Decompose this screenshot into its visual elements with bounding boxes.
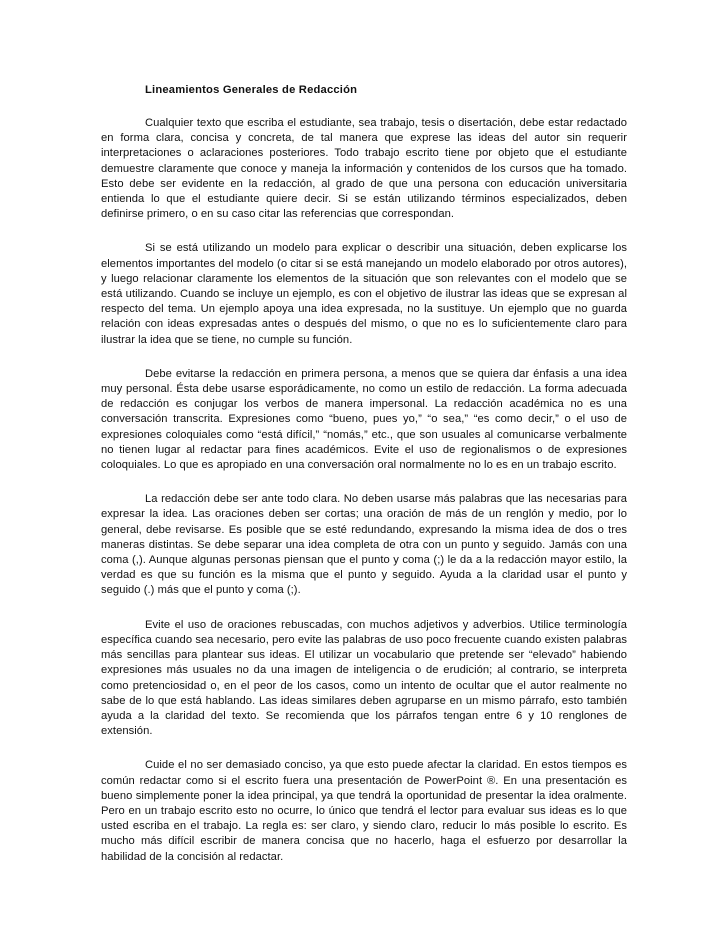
- paragraph-5: Evite el uso de oraciones rebuscadas, con muchos adjetivos y adverbios. Utilice terminología específica cuando sea necesario, pero evite las palabras de uso poco frecuente cuando existen palabras más sencillas para plantear sus ideas. El utilizar un vocabulario que pretende ser “elevado” habiendo expresiones más usuales no da una imagen de inteligencia o de erudición; al contrario, se interpreta como pretenciosidad o, en el peor de los casos, como un intento de ocultar que el autor realmente no sabe de lo que está hablando. Las ideas similares deben agruparse en un mismo párrafo, esto también ayuda a la claridad del texto. Se recomienda que los párrafos tengan entre 6 y 10 renglones de extensión.: [101, 618, 627, 738]
- document-title: Lineamientos Generales de Redacción: [145, 84, 358, 96]
- paragraph-3: Debe evitarse la redacción en primera persona, a menos que se quiera dar énfasis a una idea muy personal. Ésta debe usarse esporádicamente, no como un estilo de redacción. La forma adecuada de redacción es conjugar los verbos de manera impersonal. La redacción académica no es una conversación transcrita. Expresiones como “bueno, pues yo,” “o sea,” “es como decir,” o el uso de expresiones coloquiales como “está difícil,” “nomás,” etc., que son usuales al comunicarse verbalmente no tienen lugar al redactar para fines académicos. Evite el uso de regionalismos o de expresiones coloquiales. Lo que es apropiado en una conversación oral normalmente no lo es en un trabajo escrito.: [101, 367, 627, 472]
- paragraph-6: Cuide el no ser demasiado conciso, ya que esto puede afectar la claridad. En estos tiempos es común redactar como si el escrito fuera una presentación de PowerPoint ®. En una presentación es bueno simplemente poner la idea principal, ya que tendrá la oportunidad de presentar la idea oralmente. Pero en un trabajo escrito esto no ocurre, lo único que tendrá el lector para evaluar sus ideas es lo que usted escriba en el trabajo. La regla es: ser claro, y siendo claro, reducir lo más posible lo escrito. Es mucho más difícil escribir de manera concisa que no hacerlo, haga el esfuerzo por desarrollar la habilidad de la concisión al redactar.: [101, 759, 627, 863]
- paragraph-4: La redacción debe ser ante todo clara. No deben usarse más palabras que las necesarias para expresar la idea. Las oraciones deben ser cortas; una oración de más de un renglón y medio, por lo general, debe revisarse. Es posible que se esté redundando, expresando la misma idea de dos o tres maneras distintas. Se debe separar una idea completa de otra con un punto y seguido. Jamás con una coma (,). Aunque algunas personas piensan que el punto y coma (;) le da a la redacción mayor estilo, la verdad es que su función es la misma que el punto y seguido. Ayuda a la claridad usar el punto y seguido (.) más que el punto y coma (;).: [101, 493, 627, 597]
- paragraph-2: Si se está utilizando un modelo para explicar o describir una situación, deben explicarse los elementos importantes del modelo (o citar si se está manejando un modelo elaborado por otros autores), y luego relacionar claramente los elementos de la situación que son relevantes con el modelo que se está utilizando. Cuando se incluye un ejemplo, es con el objetivo de ilustrar las ideas que se expresan al respecto del tema. Un ejemplo apoya una idea expresada, no la sustituye. Un ejemplo que no guarda relación con ideas expresadas antes o después del mismo, o que no es lo suficientemente claro para ilustrar la idea que se tiene, no cumple su función.: [101, 242, 627, 346]
- paragraph-1: Cualquier texto que escriba el estudiante, sea trabajo, tesis o disertación, debe estar redactado en forma clara, concisa y concreta, de tal manera que exprese las ideas del autor sin requerir interpretaciones o aclaraciones posteriores. Todo trabajo escrito tiene por objeto que el estudiante demuestre claramente que conoce y maneja la información y contenidos de los cursos que ha tomado. Esto debe ser evidente en la redacción, al grado de que una persona con educación universitaria entienda lo que el estudiante quiere decir. Si se están utilizando términos especializados, deben definirse primero, o en su caso citar las referencias que correspondan.: [101, 117, 627, 221]
- document-page: [101, 82, 627, 884]
